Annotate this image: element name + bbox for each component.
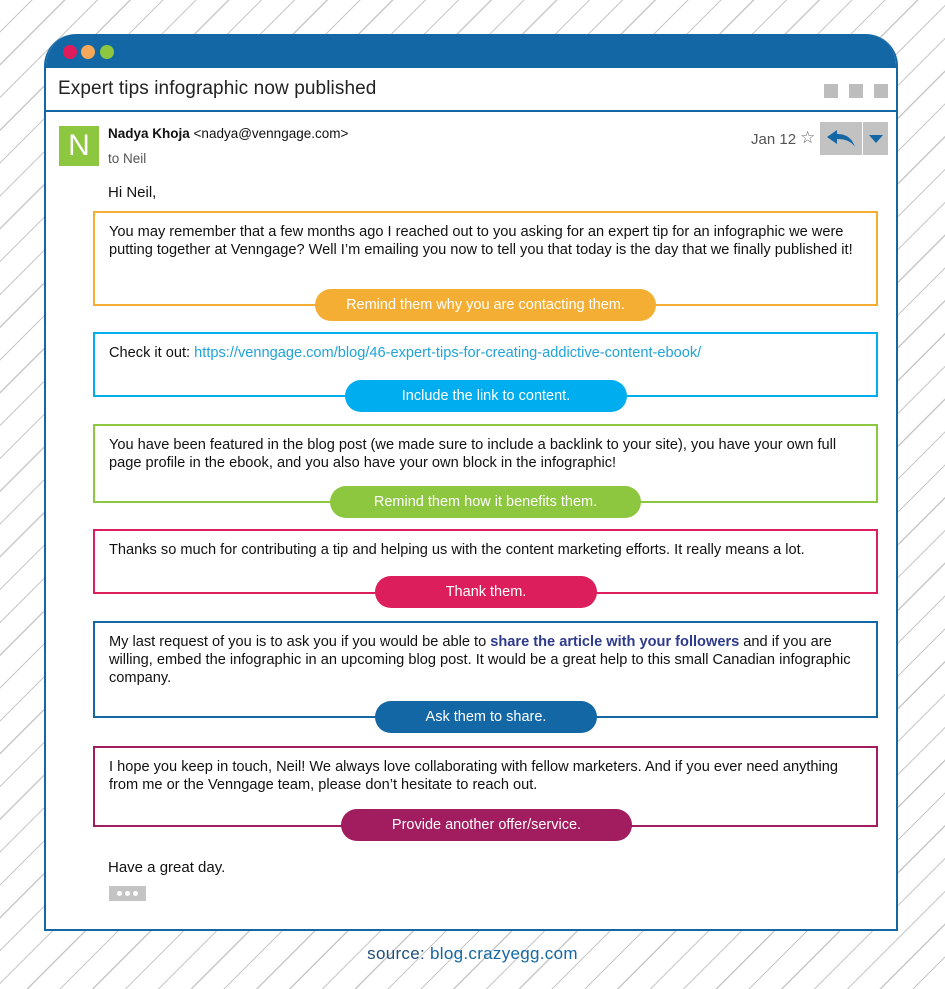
- sender-name: Nadya Khoja: [108, 126, 190, 141]
- maximize-window-button[interactable]: [100, 45, 114, 59]
- share-text-after: and if you are willing, embed the infographic in an upcoming blog post. It would be a great help to this small Canadian infographic company.: [109, 634, 851, 686]
- section-text: [109, 633, 866, 687]
- section-text: Thanks so much for contributing a tip and helping us with the content marketing efforts. It really means a lot.: [109, 542, 805, 558]
- section-text: I hope you keep in touch, Neil! We always love collaborating with fellow marketers. And if you ever need anything from me or the Venngage team, please don’t hesitate to reach out.: [109, 759, 839, 793]
- reply-arrow-icon: [826, 129, 856, 149]
- toolbar-square-icon[interactable]: [824, 84, 838, 98]
- section-text: You have been featured in the blog post (we made sure to include a backlink to your site), you have your own full page profile in the ebook, and you also have your own block in the infographic!: [109, 437, 837, 471]
- dot-icon: [125, 891, 130, 896]
- email-date: Jan 12: [751, 131, 797, 148]
- more-options-button[interactable]: [863, 122, 888, 155]
- tip-label-share: Ask them to share.: [375, 701, 597, 733]
- close-window-button[interactable]: [63, 45, 77, 59]
- title-bar: [46, 34, 896, 68]
- section-text: You may remember that a few months ago I reached out to you asking for an expert tip for an infographic we were putting together at Venngage? Well I’m emailing you now to tell you that today is the day that we finally published it!: [109, 224, 853, 258]
- email-subject: Expert tips infographic now published: [58, 78, 377, 99]
- link-prefix: Check it out:: [109, 345, 195, 361]
- toolbar-square-icon[interactable]: [849, 84, 863, 98]
- sender-email: <nadya@venngage.com>: [193, 126, 349, 141]
- dot-icon: [133, 891, 138, 896]
- reply-button[interactable]: [820, 122, 862, 155]
- share-text-before: My last request of you is to ask you if you would be able to: [109, 634, 491, 650]
- content-link[interactable]: https://venngage.com/blog/46-expert-tips-for-creating-addictive-content-ebook/: [194, 345, 702, 361]
- tip-label-benefits: Remind them how it benefits them.: [330, 486, 641, 518]
- subject-bar: [46, 68, 896, 112]
- tip-label-link: Include the link to content.: [345, 380, 627, 412]
- sender-avatar: N: [59, 126, 99, 166]
- closing-text: Have a great day.: [108, 859, 226, 876]
- tip-label-offer: Provide another offer/service.: [341, 809, 632, 841]
- share-highlight: share the article with your followers: [490, 634, 740, 650]
- show-trimmed-content-button[interactable]: [109, 886, 146, 901]
- source-label: source:: [367, 944, 431, 963]
- section-text: [109, 344, 866, 362]
- tip-label-thanks: Thank them.: [375, 576, 597, 608]
- sender-line: [108, 126, 348, 141]
- caret-down-icon: [869, 135, 883, 143]
- dot-icon: [117, 891, 122, 896]
- greeting: Hi Neil,: [108, 184, 157, 201]
- tip-label-reminder: Remind them why you are contacting them.: [315, 289, 656, 321]
- toolbar-square-icon[interactable]: [874, 84, 888, 98]
- star-icon[interactable]: ☆: [800, 128, 816, 147]
- recipient-line[interactable]: to Neil: [108, 151, 147, 166]
- email-window: [44, 34, 898, 931]
- source-credit: [0, 944, 945, 964]
- minimize-window-button[interactable]: [81, 45, 95, 59]
- source-value: blog.crazyegg.com: [430, 944, 578, 963]
